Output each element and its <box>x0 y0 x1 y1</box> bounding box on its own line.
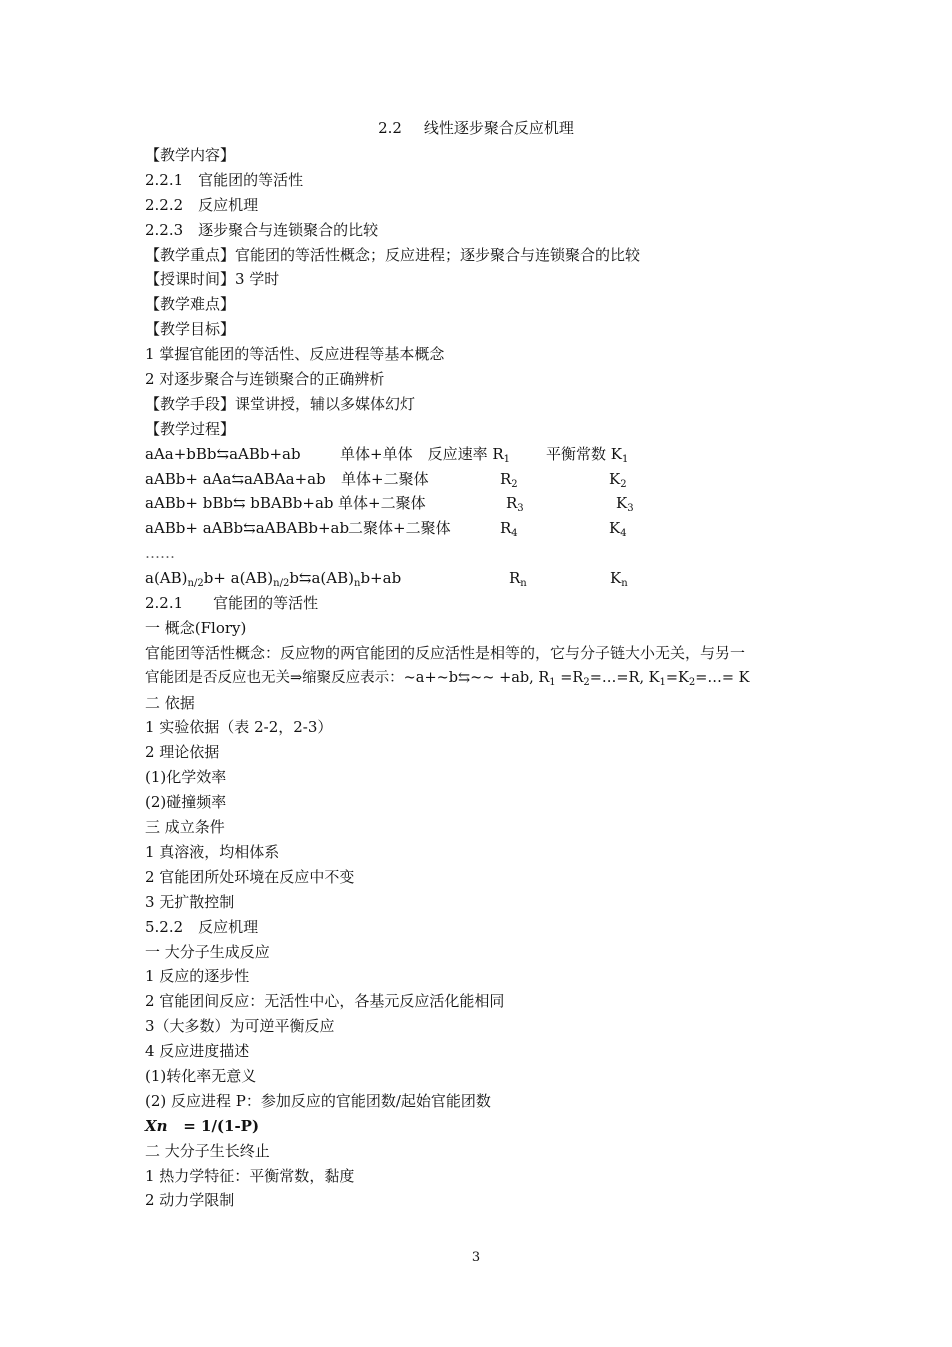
equation-row <box>145 516 835 541</box>
text-line: 【教学难点】 <box>145 295 236 314</box>
r-label: R <box>509 569 521 588</box>
k-subscript: 2 <box>620 478 627 490</box>
text-line: 2 对逐步聚合与连锁聚合的正确辨析 <box>145 370 385 389</box>
reaction-type <box>340 442 510 467</box>
k-label: K <box>610 569 622 588</box>
text-line: 【教学重点】官能团的等活性概念；反应进程；逐步聚合与连锁聚合的比较 <box>145 245 641 264</box>
text-line: 【教学目标】 <box>145 320 236 339</box>
text-part: =R <box>555 669 584 686</box>
text-part: =K <box>665 669 689 686</box>
text-line: 4 反应进度描述 <box>145 1042 250 1061</box>
page-title <box>0 118 952 138</box>
reaction: aABb+ aABb⇆aABABb+ab <box>145 519 350 538</box>
reaction-type: 二聚体+二聚体 <box>348 519 451 538</box>
reaction-type: 单体+二聚体 <box>338 494 426 513</box>
text-line: (2)碰撞频率 <box>145 793 227 812</box>
equation-row <box>145 442 835 467</box>
text-line: 官能团等活性概念：反应物的两官能团的反应活性是相等的，它与分子链大小无关，与另一 <box>145 643 746 662</box>
rate-constant <box>500 516 518 541</box>
section-title: 线性逐步聚合反应机理 <box>423 119 574 137</box>
reaction: aABb+ bBb⇆ bBABb+ab <box>145 494 334 513</box>
text-line: (2) 反应进程 P：参加反应的官能团数/起始官能团数 <box>145 1091 491 1110</box>
text-line: 一 概念(Flory) <box>145 618 247 637</box>
equilibrium-constant <box>546 442 628 467</box>
k-subscript: 1 <box>621 453 629 465</box>
text-line: 二 大分子生长终止 <box>145 1141 270 1160</box>
rate-constant <box>500 467 518 492</box>
k-label: K <box>609 469 621 488</box>
equilibrium-constant <box>616 491 634 516</box>
subscript: 2 <box>583 676 590 688</box>
text-line: 三 成立条件 <box>145 818 225 837</box>
text-line: 2.2.1 官能团的等活性 <box>145 170 304 189</box>
text-part: =…=R, K <box>589 669 660 686</box>
text-line: 【教学过程】 <box>145 419 236 438</box>
equilibrium-constant <box>609 467 627 492</box>
text-line: (1)转化率无意义 <box>145 1066 257 1085</box>
text-line: 2.2.2 反应机理 <box>145 195 259 214</box>
r-subscript: 2 <box>511 478 518 490</box>
section-number: 2.2 <box>378 119 402 137</box>
k-label: 平衡常数 K <box>546 444 622 463</box>
text-line: 2 官能团间反应：无活性中心，各基元反应活化能相同 <box>145 992 505 1011</box>
text-line: 2 理论依据 <box>145 743 220 762</box>
rate-subscript: 1 <box>503 453 511 465</box>
subscript: 2 <box>688 676 696 688</box>
ellipsis: …… <box>145 544 175 563</box>
text-line: 2.2.1 官能团的等活性 <box>145 594 319 613</box>
reaction-type: 单体+二聚体 <box>341 469 429 488</box>
general-equation-row <box>145 566 835 591</box>
eq-part: b⇆a(AB) <box>289 569 354 588</box>
equilibrium-constant <box>609 516 627 541</box>
text-line-continued <box>145 666 835 691</box>
document-body <box>145 143 835 1213</box>
rate-constant <box>509 566 527 591</box>
k-label: K <box>616 494 628 513</box>
k-subscript: n <box>621 578 628 590</box>
reaction: aABb+ aAa⇆aABAa+ab <box>145 469 326 488</box>
reaction-type-label: 单体+单体 反应速率 R <box>340 444 504 463</box>
eq-part: a(AB) <box>145 569 188 588</box>
equation-row <box>145 467 835 492</box>
text-line: 一 大分子生成反应 <box>145 942 270 961</box>
text-line: 3 无扩散控制 <box>145 892 235 911</box>
k-subscript: 4 <box>620 528 627 540</box>
text-line: 5.2.2 反应机理 <box>145 917 259 936</box>
text-line: 2 官能团所处环境在反应中不变 <box>145 867 355 886</box>
r-subscript: 4 <box>511 528 518 540</box>
text-part: 官能团是否反应也无关⇒缩聚反应表示：~a+~b⇆~~ +ab, R <box>145 669 550 686</box>
equation-row <box>145 491 835 516</box>
r-label: R <box>500 519 512 538</box>
text-line: 2 动力学限制 <box>145 1191 235 1210</box>
eq-subscript: n/2 <box>273 578 290 590</box>
text-line: 1 热力学特征：平衡常数，黏度 <box>145 1166 355 1185</box>
formula-rhs: = 1/(1-P) <box>167 1116 260 1135</box>
text-line: 2.2.3 逐步聚合与连锁聚合的比较 <box>145 220 379 239</box>
text-line: 【教学内容】 <box>145 146 236 164</box>
text-line: (1)化学效率 <box>145 768 227 787</box>
text-part: =…= K <box>695 669 750 686</box>
k-label: K <box>609 519 621 538</box>
page-number: 3 <box>471 1250 481 1265</box>
eq-subscript: n <box>354 578 361 590</box>
subscript: 1 <box>659 676 666 688</box>
text-line: 1 反应的逐步性 <box>145 967 250 986</box>
eq-part: b+ab <box>360 569 402 588</box>
text-line: 【教学手段】课堂讲授，辅以多媒体幻灯 <box>145 394 416 413</box>
k-subscript: 3 <box>627 503 634 515</box>
formula <box>145 1114 835 1139</box>
formula-lhs: Xn <box>145 1116 168 1135</box>
eq-part: b+ a(AB) <box>203 569 274 588</box>
rate-constant <box>506 491 524 516</box>
text-line: 【授课时间】3 学时 <box>145 270 280 289</box>
text-line: 二 依据 <box>145 693 195 712</box>
text-line: 3（大多数）为可逆平衡反应 <box>145 1017 335 1036</box>
r-label: R <box>500 469 512 488</box>
text-line: 1 实验依据（表 2-2，2-3） <box>145 718 333 737</box>
reaction: aAa+bBb⇆aABb+ab <box>145 444 301 463</box>
text-line: 1 真溶液，均相体系 <box>145 842 280 861</box>
general-reaction <box>145 566 401 591</box>
eq-subscript: n/2 <box>187 578 204 590</box>
r-label: R <box>506 494 518 513</box>
r-subscript: 3 <box>517 503 524 515</box>
equilibrium-constant <box>610 566 628 591</box>
r-subscript: n <box>520 578 527 590</box>
subscript: 1 <box>549 676 556 688</box>
text-line: 1 掌握官能团的等活性、反应进程等基本概念 <box>145 345 445 364</box>
